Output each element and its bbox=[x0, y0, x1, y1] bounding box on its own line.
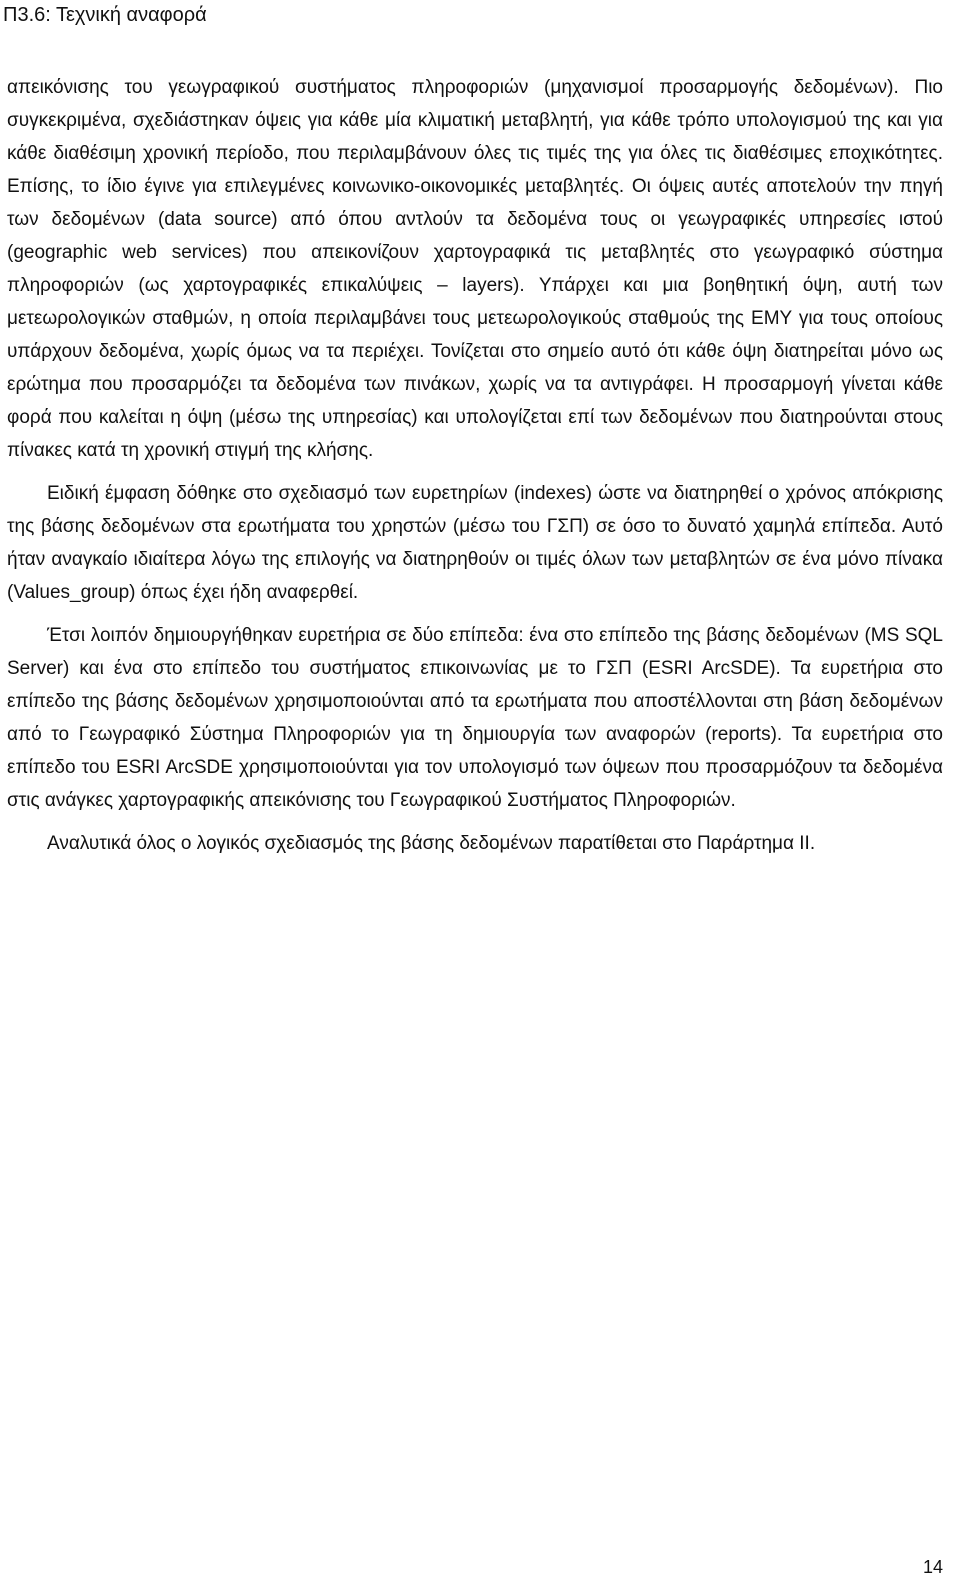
page-number: 14 bbox=[922, 1557, 943, 1577]
paragraph-index-levels: Έτσι λοιπόν δημιουργήθηκαν ευρετήρια σε δύο επίπεδα: ένα στο επίπεδο της βάσης δεδομένων (MS SQL Server) και ένα στο επίπεδο του συστήματος επικοινωνίας με το ΓΣΠ (ESRI ArcSDE). Τα ευρετήρια στο επίπεδο της βάσης δεδομένων χρησιμοποιούνται από τα ερωτήματα που αποστέλλονται στη βάση δεδομένων από το Γεωγραφικό Σύστημα Πληροφοριών για τη δημιουργία των αναφορών (reports). Τα ευρετήρια στο επίπεδο του ESRI ArcSDE χρησιμοποιούνται για τον υπολογισμό των όψεων που προσαρμόζουν τα δεδομένα στις ανάγκες χαρτογραφικής απεικόνισης του Γεωγραφικού Συστήματος Πληροφοριών. bbox=[7, 625, 943, 811]
page-header: Π3.6: Τεχνική αναφορά bbox=[3, 4, 207, 26]
paragraph-appendix-reference: Αναλυτικά όλος ο λογικός σχεδιασμός της βάσης δεδομένων παρατίθεται στο Παράρτημα ΙΙ. bbox=[47, 833, 816, 854]
paragraph-indexes: Ειδική έμφαση δόθηκε στο σχεδιασμό των ευρετηρίων (indexes) ώστε να διατηρηθεί ο χρόνος απόκρισης της βάσης δεδομένων στα ερωτήματα του χρηστών (μέσω του ΓΣΠ) σε όσο το δυνατό χαμηλά επίπεδα. Αυτό ήταν αναγκαίο ιδιαίτερα λόγω της επιλογής να διατηρηθούν οι τιμές όλων των μεταβλητών σε ένα μόνο πίνακα (Values_group) όπως έχει ήδη αναφερθεί. bbox=[7, 483, 943, 603]
document-body bbox=[7, 71, 943, 860]
paragraph-views: απεικόνισης του γεωγραφικού συστήματος πληροφοριών (μηχανισμοί προσαρμογής δεδομένων). Πιο συγκεκριμένα, σχεδιάστηκαν όψεις για κάθε μία κλιματική μεταβλητή, για κάθε τρόπο υπολογισμού της και για κάθε διαθέσιμη χρονική περίοδο, που περιλαμβάνουν όλες τις τιμές της για όλες τις διαθέσιμες εποχικότητες. Επίσης, το ίδιο έγινε για επιλεγμένες κοινωνικο-οικονομικές μεταβλητές. Οι όψεις αυτές αποτελούν την πηγή των δεδομένων (data source) από όπου αντλούν τα δεδομένα τους οι γεωγραφικές υπηρεσίες ιστού (geographic web services) που απεικονίζουν χαρτογραφικά τις μεταβλητές στο γεωγραφικό σύστημα πληροφοριών (ως χαρτογραφικές επικαλύψεις – layers). Υπάρχει και μια βοηθητική όψη, αυτή των μετεωρολογικών σταθμών, η οποία περιλαμβάνει τους μετεωρολογικούς σταθμούς της ΕΜΥ για τους οποίους υπάρχουν δεδομένα, χωρίς όμως να τα περιέχει. Τονίζεται στο σημείο αυτό ότι κάθε όψη διατηρείται μόνο ως ερώτημα που προσαρμόζει τα δεδομένα των πινάκων, χωρίς να τα αντιγράφει. Η προσαρμογή γίνεται κάθε φορά που καλείται η όψη (μέσω της υπηρεσίας) και υπολογίζεται επί των δεδομένων που διατηρούνται στους πίνακες κατά τη χρονική στιγμή της κλήσης. bbox=[7, 77, 943, 461]
